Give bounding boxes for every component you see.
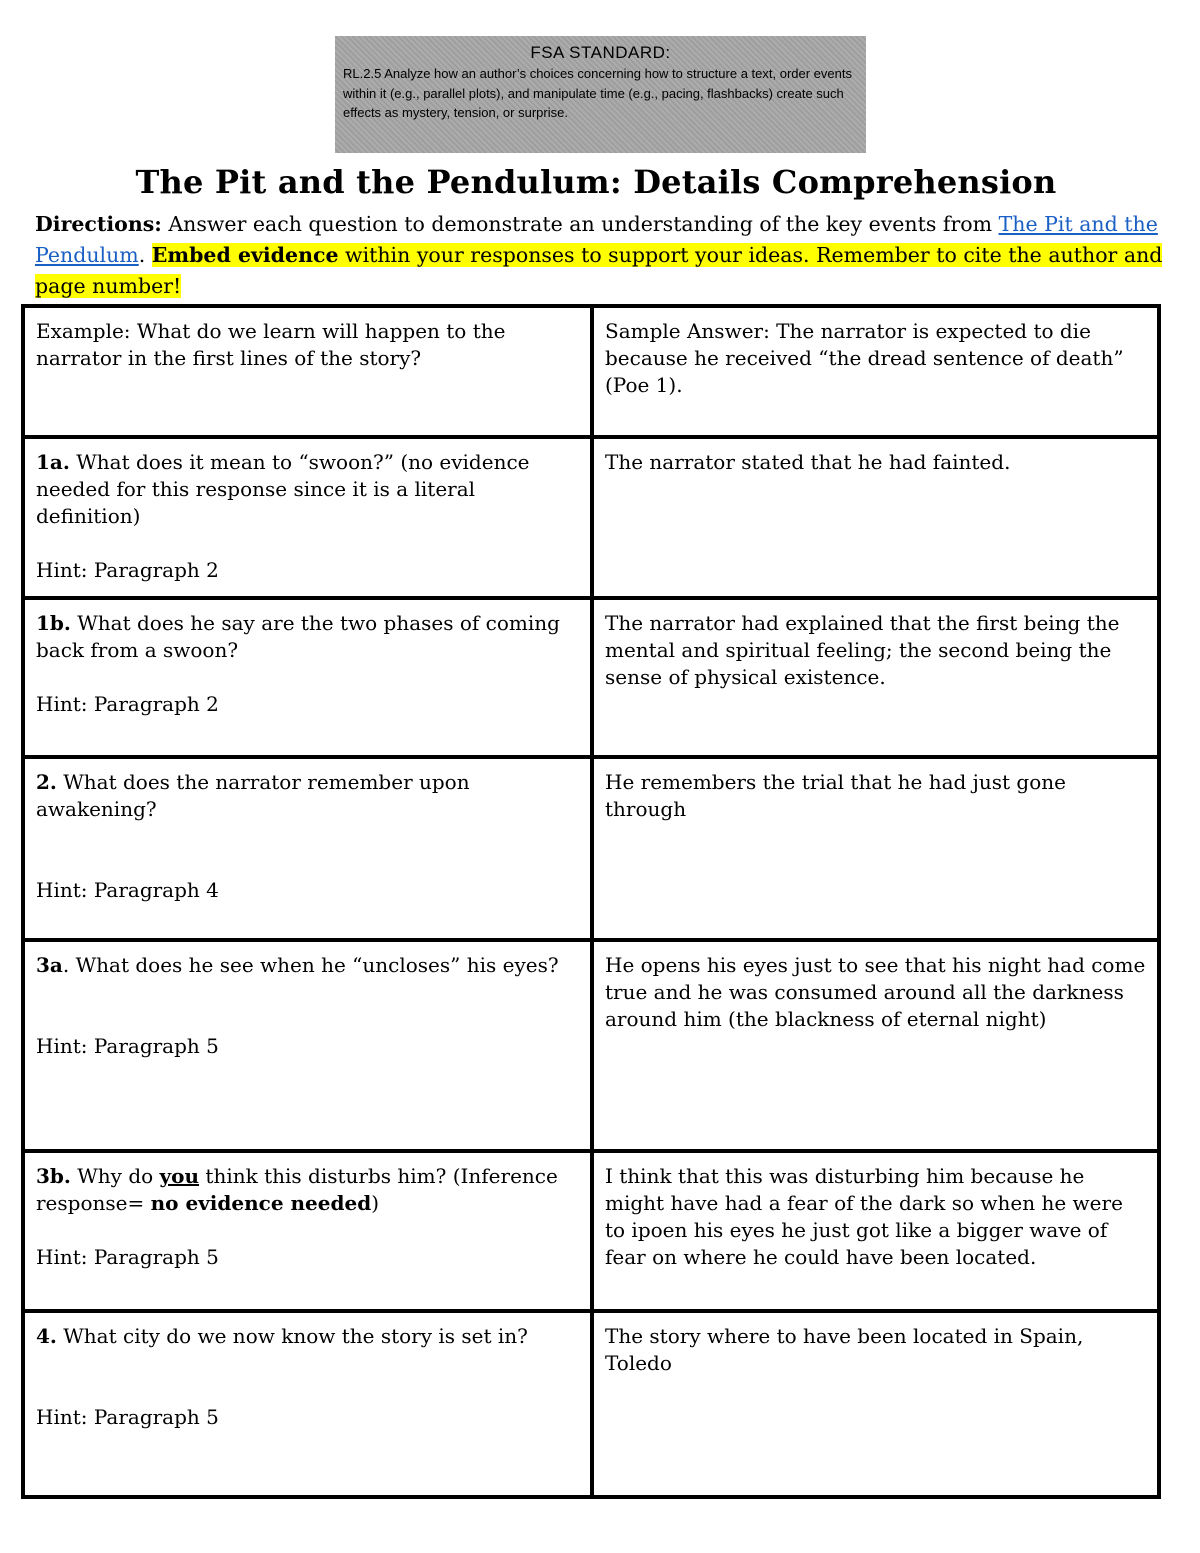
question-text: What does it mean to “swoon?” (no evidence needed for this response since it is a literal definition): [36, 450, 530, 528]
question-text: What does the narrator remember upon awakening?: [36, 770, 470, 821]
hint-text: Hint: Paragraph 2: [36, 692, 219, 716]
table-row-2: [23, 757, 1159, 940]
directions-text: Answer each question to demonstrate an understanding of the key events from: [161, 212, 999, 236]
question-cell: [23, 1151, 592, 1311]
table-row-3b: [23, 1151, 1159, 1311]
question-number: 4.: [36, 1324, 57, 1348]
questions-table: [21, 304, 1161, 1499]
hint-text: Hint: Paragraph 5: [36, 1034, 219, 1058]
question-emphasis-you: you: [159, 1164, 200, 1188]
question-text-part1: Why do: [70, 1164, 160, 1188]
question-number: 1b.: [36, 611, 71, 635]
question-cell: [23, 306, 592, 437]
question-text-part3: ): [371, 1191, 380, 1215]
standard-title: FSA STANDARD:: [530, 43, 671, 62]
question-number: 2.: [36, 770, 57, 794]
page-title: The Pit and the Pendulum: Details Comprehension: [135, 163, 1057, 201]
fsa-standard-box: [335, 36, 866, 153]
story-link[interactable]: The Pit and the Pendulum: [35, 212, 1158, 267]
answer-text: The story where to have been located in Spain, Toledo: [605, 1324, 1084, 1375]
question-cell: [23, 437, 592, 598]
answer-text: The narrator had explained that the first being the mental and spiritual feeling; the second being the sense of physical existence.: [605, 611, 1120, 689]
table-row-1b: [23, 598, 1159, 757]
hint-text: Hint: Paragraph 2: [36, 558, 219, 582]
question-text: What city do we now know the story is set in?: [56, 1324, 528, 1348]
question-cell: [23, 757, 592, 940]
answer-cell[interactable]: [592, 1311, 1159, 1497]
answer-cell[interactable]: [592, 1151, 1159, 1311]
question-number: 3a: [36, 953, 63, 977]
question-text-part2: think this disturbs him? (Inference response=: [36, 1164, 558, 1215]
answer-cell[interactable]: [592, 940, 1159, 1151]
answer-text: He opens his eyes just to see that his night had come true and he was consumed around all the darkness around him (the blackness of eternal night): [605, 953, 1146, 1031]
answer-cell[interactable]: [592, 598, 1159, 757]
question-number: 3b.: [36, 1164, 71, 1188]
question-text: Example: What do we learn will happen to the narrator in the first lines of the story?: [36, 319, 506, 370]
answer-cell[interactable]: [592, 437, 1159, 598]
hint-text: Hint: Paragraph 5: [36, 1245, 219, 1269]
directions-highlight-text: within your responses to support your ideas. Remember to cite the author and page number!: [35, 243, 1163, 298]
table-row-3a: [23, 940, 1159, 1151]
answer-cell[interactable]: [592, 757, 1159, 940]
question-cell: [23, 1311, 592, 1497]
standard-text: RL.2.5 Analyze how an author’s choices concerning how to structure a text, order events within it (e.g., parallel plots), and manipulate time (e.g., pacing, flashbacks) create such effects as mystery, tension, or surprise.: [343, 66, 852, 120]
answer-text: I think that this was disturbing him because he might have had a fear of the dark so when he were to ipoen his eyes he just got like a bigger wave of fear on where he could have been located.: [605, 1164, 1123, 1269]
directions-paragraph: [35, 209, 1170, 302]
embed-evidence-highlight: Embed evidence: [151, 243, 339, 267]
question-bold-note: no evidence needed: [150, 1191, 372, 1215]
hint-text: Hint: Paragraph 5: [36, 1405, 219, 1429]
question-cell: [23, 598, 592, 757]
directions-text-after-link: .: [138, 243, 152, 267]
directions-label: Directions:: [35, 212, 162, 236]
answer-text: Sample Answer: The narrator is expected to die because he received “the dread sentence of death” (Poe 1).: [605, 319, 1124, 397]
table-row-example: [23, 306, 1159, 437]
answer-cell[interactable]: [592, 306, 1159, 437]
table-row-1a: [23, 437, 1159, 598]
question-number: 1a.: [36, 450, 70, 474]
answer-text: The narrator stated that he had fainted.: [605, 450, 1011, 474]
question-text: . What does he see when he “uncloses” his eyes?: [62, 953, 559, 977]
table-row-4: [23, 1311, 1159, 1497]
hint-text: Hint: Paragraph 4: [36, 878, 219, 902]
question-text: What does he say are the two phases of coming back from a swoon?: [36, 611, 560, 662]
question-cell: [23, 940, 592, 1151]
answer-text: He remembers the trial that he had just gone through: [605, 770, 1066, 821]
